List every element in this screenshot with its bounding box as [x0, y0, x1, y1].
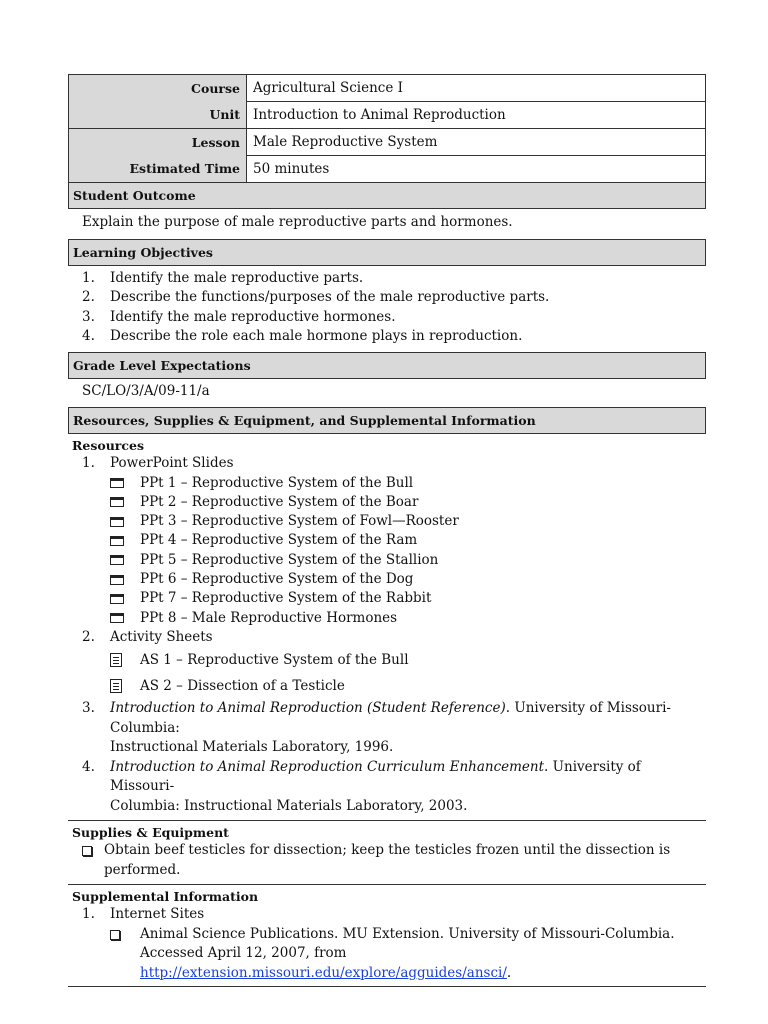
lesson-label: Lesson	[69, 129, 247, 156]
supplies-item: Obtain beef testicles for dissection; keep the testicles frozen until the dissection is performed.	[68, 841, 706, 880]
list-item: 2. Describe the functions/purposes of the male reproductive parts.	[82, 289, 550, 305]
unit-label: Unit	[69, 102, 247, 129]
reference-title: Introduction to Animal Reproduction Curriculum Enhancement	[110, 758, 545, 775]
list-item: 1. Identify the male reproductive parts.	[82, 269, 364, 286]
grade-level-heading: Grade Level Expectations	[68, 352, 706, 379]
slide-item: PPt 3 – Reproductive System of Fowl—Rooster	[110, 512, 706, 531]
list-item: 1. PowerPoint Slides	[82, 455, 234, 471]
estimated-time-value: 50 minutes	[247, 156, 706, 183]
supplies-heading: Supplies & Equipment	[72, 825, 229, 841]
document-icon	[110, 679, 122, 693]
slide-item: PPt 7 – Reproductive System of the Rabbit	[110, 589, 706, 608]
lesson-plan-page	[68, 74, 706, 987]
slide-icon	[110, 536, 124, 546]
slide-icon	[110, 517, 124, 527]
slide-icon	[110, 594, 124, 604]
resources-heading: Resources, Supplies & Equipment, and Supplemental Information	[68, 407, 706, 434]
list-item: 3. Introduction to Animal Reproduction (Student Reference). University of Missouri-Columbia: Instructional Materials Laboratory, 1996.	[82, 700, 671, 756]
student-outcome-heading: Student Outcome	[68, 183, 706, 209]
slide-icon	[110, 555, 124, 565]
slide-icon	[110, 497, 124, 507]
slide-item: PPt 8 – Male Reproductive Hormones	[110, 609, 706, 628]
slide-item: PPt 1 – Reproductive System of the Bull	[110, 474, 706, 493]
slide-item: PPt 2 – Reproductive System of the Boar	[110, 493, 706, 512]
slides-list	[68, 474, 706, 628]
list-item: 2. Activity Sheets	[82, 628, 213, 645]
slide-item: PPt 5 – Reproductive System of the Stallion	[110, 551, 706, 570]
course-value: Agricultural Science I	[247, 75, 706, 102]
slide-icon	[110, 478, 124, 488]
resources-references	[68, 699, 706, 816]
divider	[68, 820, 706, 821]
resources-subheading: Resources	[72, 438, 144, 453]
list-item: 1. Internet Sites	[82, 906, 205, 923]
activity-sheets-list	[68, 647, 706, 699]
divider	[68, 884, 706, 885]
activity-sheet-item: AS 2 – Dissection of a Testicle	[110, 673, 706, 699]
divider	[68, 986, 706, 987]
extension-link[interactable]: http://extension.missouri.edu/explore/agguides/ansci/	[140, 964, 507, 981]
resources-list-continued	[68, 628, 706, 648]
supplemental-heading: Supplemental Information	[72, 889, 259, 905]
slide-item: PPt 6 – Reproductive System of the Dog	[110, 570, 706, 589]
student-outcome-text: Explain the purpose of male reproductive parts and hormones.	[82, 214, 513, 230]
unit-value: Introduction to Animal Reproduction	[247, 102, 706, 129]
learning-objectives-list	[68, 266, 706, 350]
course-label: Course	[69, 75, 247, 102]
resources-list	[68, 454, 706, 474]
list-item: 3. Identify the male reproductive hormones.	[82, 308, 396, 325]
lesson-header-table	[68, 74, 706, 183]
checkbox-icon	[82, 846, 92, 856]
internet-site-item: Animal Science Publications. MU Extension. University of Missouri-Columbia. Accessed April 12, 2007, from http://extension.missouri.edu/explore/agguides/ansci/.	[68, 925, 706, 984]
reference-title: Introduction to Animal Reproduction (Student Reference)	[110, 700, 506, 717]
list-item: 4. Introduction to Animal Reproduction Curriculum Enhancement. University of Missouri- Columbia: Instructional Materials Laboratory, 2003.	[82, 758, 641, 814]
checkbox-icon	[110, 930, 120, 940]
learning-objectives-heading: Learning Objectives	[68, 239, 706, 266]
supplemental-list	[68, 905, 706, 925]
document-icon	[110, 653, 122, 667]
slide-icon	[110, 613, 124, 623]
estimated-time-label: Estimated Time	[69, 156, 247, 183]
lesson-value: Male Reproductive System	[247, 129, 706, 156]
slide-icon	[110, 575, 124, 585]
grade-level-text: SC/LO/3/A/09-11/a	[82, 382, 210, 399]
slide-item: PPt 4 – Reproductive System of the Ram	[110, 531, 706, 550]
list-item: 4. Describe the role each male hormone plays in reproduction.	[82, 328, 523, 344]
activity-sheet-item: AS 1 – Reproductive System of the Bull	[110, 647, 706, 673]
